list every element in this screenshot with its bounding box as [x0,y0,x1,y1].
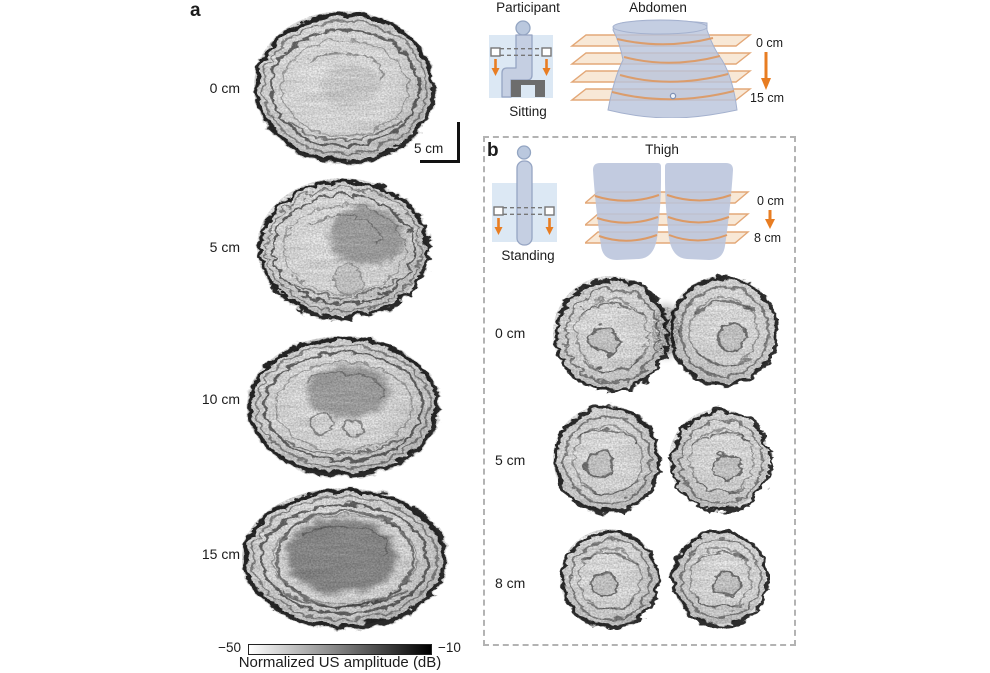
abdomen-range-end: 15 cm [750,91,785,105]
abdomen-scan-15cm-image [237,482,450,632]
down-arrow-icon [760,52,772,90]
sitting-participant-icon [487,18,557,102]
down-arrow-icon [764,210,776,229]
abdomen-title: Abdomen [629,0,687,15]
abdomen-scan-5cm-label: 5 cm [209,239,240,255]
abdomen-scan-0cm-label: 0 cm [209,80,240,96]
standing-person-body [517,161,532,245]
thigh-scan-0cm-label: 0 cm [495,325,526,341]
abdomen-scan-10cm-label: 10 cm [201,391,240,407]
scale-bar-label: 5 cm [414,141,444,156]
panel-a-label: a [190,0,201,21]
thigh-title: Thigh [645,142,679,157]
scale-bar-horizontal [420,160,460,163]
thigh-schematic [585,158,755,268]
thigh-range-start: 0 cm [757,194,785,208]
navel-dot [670,93,675,98]
thigh-scan-5cm-image [550,401,774,518]
colorbar-caption: Normalized US amplitude (dB) [238,654,442,671]
standing-participant-icon [490,145,564,246]
abdomen-schematic [570,18,755,118]
participant-title: Participant [496,0,560,15]
thigh-scan-8cm-image [558,526,770,630]
scale-bar-vertical [457,122,460,163]
abdomen-scan-10cm-image [242,330,443,480]
thigh-scan-5cm-label: 5 cm [495,452,526,468]
abdomen-scan-5cm-image [252,172,433,322]
right-thigh-shape [665,163,733,260]
abdomen-scan-0cm-image [248,5,438,168]
thigh-scan-0cm-image [549,271,783,395]
panel-b-label: b [487,140,499,161]
thigh-scan-8cm-label: 8 cm [495,575,526,591]
abdomen-range-start: 0 cm [756,36,784,50]
sitting-label: Sitting [509,104,547,119]
left-thigh-shape [593,163,661,260]
standing-label: Standing [501,248,555,263]
colorbar-max-label: −10 [438,640,461,655]
thigh-range-end: 8 cm [754,231,782,245]
abdomen-scan-15cm-label: 15 cm [201,546,240,562]
colorbar-min-label: −50 [218,640,241,655]
